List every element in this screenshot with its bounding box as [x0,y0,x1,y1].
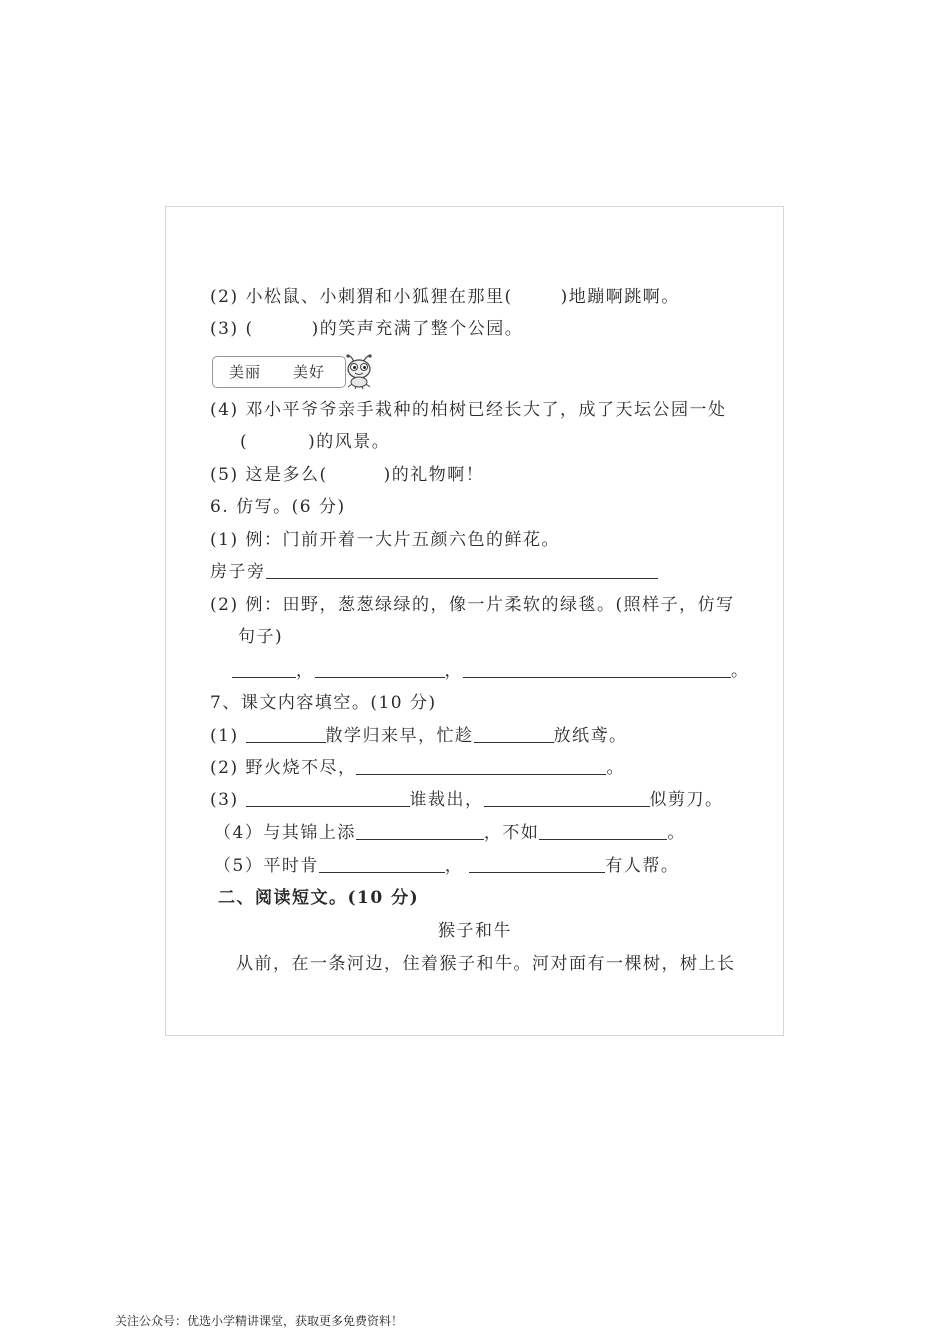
q5-item-4-line-1: (4) 邓小平爷爷亲手栽种的柏树已经长大了，成了天坛公园一处 [210,400,727,420]
q7-item-5 [214,855,679,877]
q7-item-5-blank-2[interactable] [469,856,605,873]
q5-item-4-text-b: )的风景。 [308,432,391,452]
q6-comma-2: ， [444,661,463,681]
q7-item-1-end: 放纸鸢。 [553,726,628,746]
bug-mascot-icon [343,353,377,389]
q7-item-4 [214,822,686,844]
q7-item-3 [210,789,724,811]
footer-note: 关注公众号：优选小学精讲课堂，获取更多免费资料！ [115,1314,404,1328]
q7-item-3-blank-2[interactable] [484,790,650,807]
q7-item-5-blank-1[interactable] [319,856,445,873]
q6-item-2-answer [232,660,750,682]
q5-item-2 [210,286,680,308]
q5-item-5-text-a: (5) 这是多么( [210,465,328,485]
q7-item-4-blank-2[interactable] [539,823,667,840]
q7-item-5-text: （5）平时肯 [214,856,319,876]
q7-item-5-end: 有人帮。 [605,856,680,876]
word-bank-word-2: 美好 [293,363,326,381]
q6-item-2-blank-2[interactable] [315,661,445,678]
q6-item-2-blank-3[interactable] [463,661,731,678]
q7-item-4-end: 。 [667,823,686,843]
q7-title: 7、课文内容填空。(10 分) [210,693,437,713]
q5-item-3-text-b: )的笑声充满了整个公园。 [311,319,524,339]
q7-item-1-mid: 散学归来早，忙趁 [325,726,474,746]
q5-item-3-text-a: (3) ( [210,319,254,339]
section-2-title: 二、阅读短文。(10 分) [218,888,420,908]
q6-item-2-line-2: 句子) [238,627,284,647]
q7-item-2-blank[interactable] [356,758,606,775]
q5-item-5 [210,464,484,486]
q7-item-2-text: (2) 野火烧不尽， [210,758,357,778]
q5-item-5-text-b: )的礼物啊！ [383,465,485,485]
q5-item-4-line-2 [240,431,390,453]
q7-item-2 [210,757,625,779]
q5-item-3 [210,318,523,340]
q6-item-2-blank-1[interactable] [232,661,296,678]
q7-item-3-num: (3) [210,790,239,810]
q7-item-4-mid: ，不如 [483,823,540,843]
q7-item-1-num: (1) [210,726,239,746]
q5-item-4-text-a: ( [240,432,249,452]
story-paragraph-line-1: 从前，在一条河边，住着猴子和牛。河对面有一棵树，树上长 [236,954,736,974]
q7-item-2-end: 。 [606,758,625,778]
q7-item-1-blank-2[interactable] [474,726,554,743]
word-bank-box [212,356,346,388]
q7-item-1 [210,725,628,747]
q5-item-2-text-b: )地蹦啊跳啊。 [560,287,680,307]
q7-item-3-mid: 谁裁出， [409,790,484,810]
q6-item-2-line-1: (2) 例：田野，葱葱绿绿的，像一片柔软的绿毯。(照样子，仿写 [210,595,735,615]
q5-item-2-text-a: (2) 小松鼠、小刺猬和小狐狸在那里( [210,287,513,307]
story-title: 猴子和牛 [438,921,512,941]
q6-item-1: (1) 例：门前开着一大片五颜六色的鲜花。 [210,530,560,550]
q7-item-1-blank-1[interactable] [246,726,326,743]
word-bank-word-1: 美丽 [229,363,262,381]
q7-item-3-end: 似剪刀。 [649,790,724,810]
q6-title: 6. 仿写。(6 分) [210,497,346,517]
q6-period: 。 [731,661,750,681]
q7-item-4-blank-1[interactable] [356,823,484,840]
q6-item-1-prompt: 房子旁 [210,562,266,582]
q7-item-3-blank-1[interactable] [246,790,410,807]
q6-item-1-answer [210,561,658,583]
q6-comma-1: ， [296,661,315,681]
q6-item-1-blank[interactable] [266,562,658,579]
q7-item-5-mid: ， [444,856,464,876]
q7-item-4-text: （4）与其锦上添 [214,823,356,843]
